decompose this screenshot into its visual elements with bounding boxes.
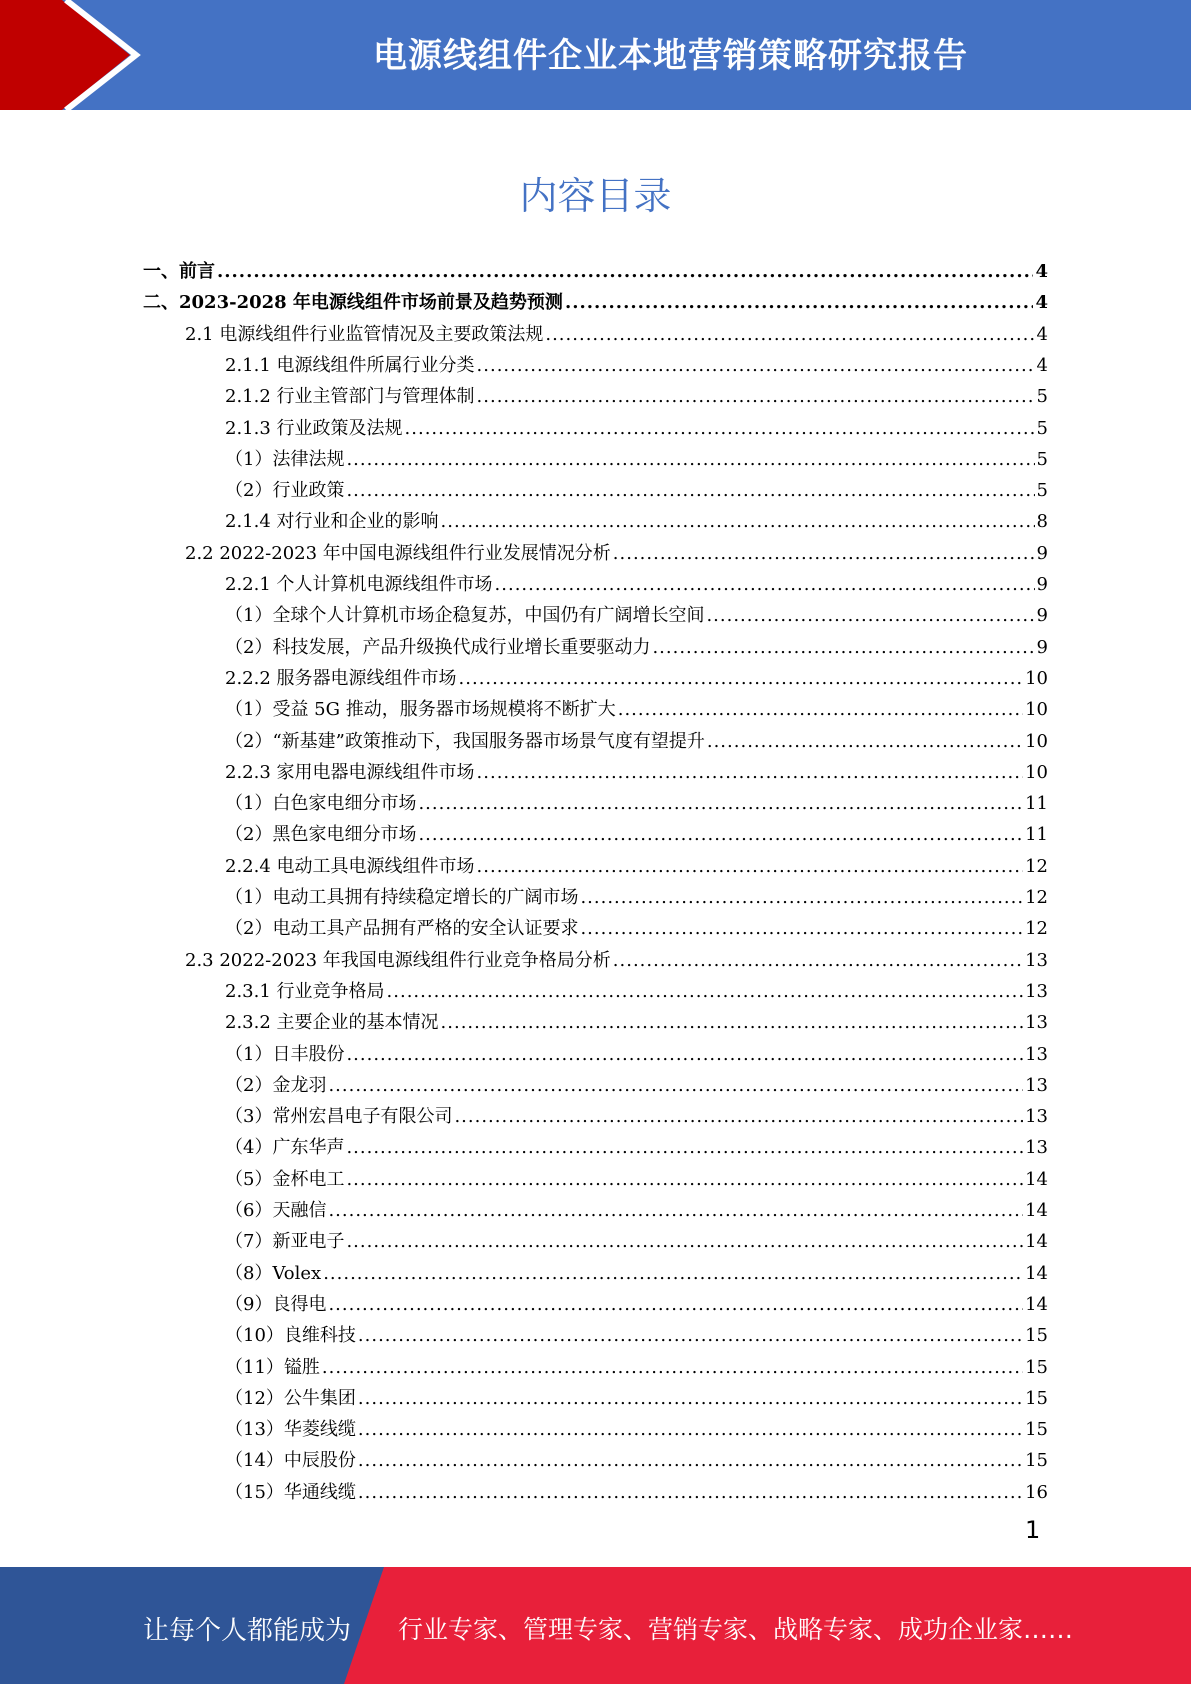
toc-entry[interactable]	[225, 1007, 1048, 1038]
toc-entry[interactable]	[225, 1352, 1048, 1383]
toc-entry[interactable]	[225, 663, 1048, 694]
toc-entry-page: 13	[1025, 1012, 1048, 1034]
toc-entry-label: 2.3.2 主要企业的基本情况	[225, 1012, 439, 1034]
toc-entry-page: 16	[1025, 1481, 1048, 1503]
toc-entry-page: 13	[1025, 1043, 1048, 1065]
toc-entry-label: （2）行业政策	[225, 480, 345, 502]
toc-dot-leader	[217, 256, 1033, 287]
header-banner	[0, 0, 1191, 110]
toc-entry[interactable]	[225, 413, 1048, 444]
toc-dot-leader	[565, 287, 1034, 318]
toc-dot-leader	[346, 1039, 1023, 1070]
toc-entry[interactable]	[225, 444, 1048, 475]
toc-entry-label: （1）法律法规	[225, 448, 345, 470]
toc-entry-page: 10	[1025, 699, 1048, 721]
toc-entry-page: 8	[1036, 511, 1048, 533]
toc-entry-label: （15）华通线缆	[225, 1481, 356, 1503]
toc-entry[interactable]	[225, 1445, 1048, 1476]
toc-dot-leader	[405, 413, 1035, 444]
toc-dot-leader	[495, 569, 1035, 600]
toc-heading: 内容目录	[519, 174, 672, 218]
toc-entry-label: 2.2.3 家用电器电源线组件市场	[225, 761, 475, 783]
toc-entry-page: 5	[1036, 480, 1048, 502]
toc-entry[interactable]	[225, 1101, 1048, 1132]
toc-dot-leader	[358, 1383, 1023, 1414]
toc-entry-page: 10	[1025, 667, 1048, 689]
toc-entry[interactable]	[225, 1070, 1048, 1101]
toc-entry-page: 14	[1025, 1293, 1048, 1315]
toc-entry[interactable]	[185, 945, 1048, 976]
toc-entry-page: 9	[1036, 542, 1048, 564]
toc-dot-leader	[418, 788, 1023, 819]
toc-dot-leader	[477, 350, 1035, 381]
toc-entry[interactable]	[225, 1320, 1048, 1351]
toc-dot-leader	[459, 663, 1024, 694]
toc-dot-leader	[323, 1258, 1023, 1289]
toc-entry-label: （9）良得电	[225, 1293, 327, 1315]
toc-dot-leader	[545, 319, 1034, 350]
toc-dot-leader	[441, 506, 1035, 537]
toc-entry-page: 4	[1036, 354, 1048, 376]
toc-entry-page: 4	[1035, 292, 1048, 314]
toc-entry-label: 2.3 2022-2023 年我国电源线组件行业竞争格局分析	[185, 949, 611, 971]
toc-entry-label: 2.1.2 行业主管部门与管理体制	[225, 386, 475, 408]
toc-entry-label: （2）科技发展，产品升级换代成行业增长重要驱动力	[225, 636, 651, 658]
toc-entry-page: 12	[1025, 855, 1048, 877]
toc-entry-page: 11	[1025, 793, 1048, 815]
toc-entry-page: 10	[1025, 761, 1048, 783]
toc-entry[interactable]	[225, 851, 1048, 882]
toc-entry-label: （8）Volex	[225, 1262, 322, 1284]
toc-dot-leader	[613, 945, 1023, 976]
toc-entry[interactable]	[225, 757, 1048, 788]
toc-entry[interactable]	[225, 632, 1048, 663]
toc-entry-page: 5	[1036, 386, 1048, 408]
toc-entry[interactable]	[225, 381, 1048, 412]
toc-entry-label: （6）天融信	[225, 1200, 327, 1221]
toc-entry-label: （2）金龙羽	[225, 1074, 327, 1096]
toc-entry-label: 一、前言	[143, 261, 215, 282]
toc-entry[interactable]	[225, 1414, 1048, 1445]
toc-dot-leader	[328, 1289, 1023, 1320]
toc-dot-leader	[477, 851, 1024, 882]
toc-entry[interactable]	[225, 1039, 1048, 1070]
toc-entry-page: 15	[1025, 1325, 1048, 1347]
toc-entry-page: 9	[1036, 605, 1048, 627]
toc-entry[interactable]	[225, 694, 1048, 725]
toc-dot-leader	[358, 1320, 1023, 1351]
toc-entry-label: （2）“新基建”政策推动下，我国服务器市场景气度有望提升	[225, 730, 705, 752]
toc-dot-leader	[346, 1164, 1023, 1195]
toc-entry-page: 13	[1025, 980, 1048, 1002]
toc-entry[interactable]	[185, 538, 1048, 569]
toc-dot-leader	[454, 1101, 1023, 1132]
toc-entry[interactable]	[225, 1383, 1048, 1414]
toc-entry[interactable]	[225, 1132, 1048, 1163]
toc-entry-page: 12	[1025, 918, 1048, 940]
toc-dot-leader	[652, 632, 1034, 663]
toc-entry[interactable]	[143, 256, 1048, 287]
toc-dot-leader	[328, 1195, 1023, 1226]
toc-entry-label: 2.2.1 个人计算机电源线组件市场	[225, 574, 493, 595]
toc-entry[interactable]	[225, 506, 1048, 537]
toc-entry-label: （4）广东华声	[225, 1137, 345, 1159]
toc-dot-leader	[477, 381, 1035, 412]
toc-entry-label: （1）日丰股份	[225, 1043, 345, 1065]
toc-dot-leader	[387, 976, 1024, 1007]
toc-entry-page: 5	[1036, 417, 1048, 439]
toc-entry[interactable]	[225, 1226, 1048, 1257]
footer-slogan-left: 让每个人都能成为	[143, 1616, 352, 1646]
toc-entry-page: 14	[1025, 1262, 1048, 1284]
toc-entry-label: （7）新亚电子	[225, 1231, 345, 1253]
page-number: 1	[1025, 1516, 1041, 1544]
toc-entry-label: 2.1.4 对行业和企业的影响	[225, 511, 439, 533]
toc-entry[interactable]	[225, 976, 1048, 1007]
toc-entry-page: 10	[1025, 730, 1048, 752]
toc-dot-leader	[358, 1414, 1023, 1445]
toc-entry-label: 2.1.1 电源线组件所属行业分类	[225, 354, 475, 376]
toc-entry-page: 15	[1025, 1356, 1048, 1378]
toc-dot-leader	[346, 1226, 1023, 1257]
toc-dot-leader	[358, 1477, 1023, 1508]
toc-entry-page: 12	[1025, 887, 1048, 908]
toc-entry-label: （11）镒胜	[225, 1356, 320, 1378]
toc-entry-page: 14	[1025, 1231, 1048, 1253]
toc-entry-label: （5）金杯电工	[225, 1168, 345, 1190]
toc-entry[interactable]	[185, 319, 1048, 350]
toc-entry[interactable]	[225, 1258, 1048, 1289]
toc-entry-label: （2）电动工具产品拥有严格的安全认证要求	[225, 918, 579, 940]
report-title: 电源线组件企业本地营销策略研究报告	[373, 36, 968, 76]
toc-entry-label: 2.1 电源线组件行业监管情况及主要政策法规	[185, 323, 544, 345]
toc-entry-page: 15	[1025, 1450, 1048, 1472]
toc-entry-page: 15	[1025, 1419, 1048, 1441]
toc-entry-page: 15	[1025, 1387, 1048, 1409]
toc-dot-leader	[707, 726, 1023, 757]
toc-entry-page: 14	[1025, 1200, 1048, 1221]
toc-entry-label: 2.2 2022-2023 年中国电源线组件行业发展情况分析	[185, 542, 611, 564]
toc-entry-label: （2）黑色家电细分市场	[225, 824, 417, 846]
toc-entry-page: 14	[1025, 1168, 1048, 1190]
toc-entry-page: 4	[1036, 323, 1048, 345]
toc-entry-label: （1）受益 5G 推动，服务器市场规模将不断扩大	[225, 699, 616, 721]
toc-entry-page: 13	[1025, 1137, 1048, 1159]
toc-dot-leader	[580, 882, 1023, 913]
toc-entry-label: 2.2.4 电动工具电源线组件市场	[225, 855, 475, 877]
toc-entry-label: 2.3.1 行业竞争格局	[225, 980, 385, 1002]
toc-entry[interactable]	[225, 1164, 1048, 1195]
toc-entry[interactable]	[225, 600, 1048, 631]
toc-dot-leader	[346, 1132, 1023, 1163]
toc-dot-leader	[346, 475, 1034, 506]
toc-entry-label: 2.1.3 行业政策及法规	[225, 417, 403, 439]
toc-entry[interactable]	[225, 726, 1048, 757]
toc-entry-page: 13	[1025, 949, 1048, 971]
toc-entry[interactable]	[225, 350, 1048, 381]
toc-entry[interactable]	[225, 475, 1048, 506]
toc-entry[interactable]	[225, 882, 1048, 913]
toc-dot-leader	[580, 913, 1023, 944]
toc-entry[interactable]	[225, 1195, 1048, 1226]
toc-entry-label: （14）中辰股份	[225, 1450, 356, 1472]
toc-entry-label: （3）常州宏昌电子有限公司	[225, 1106, 453, 1128]
footer-slogan-right: 行业专家、管理专家、营销专家、战略专家、成功企业家……	[398, 1615, 1074, 1644]
toc-entry-label: （10）良维科技	[225, 1325, 356, 1347]
toc-dot-leader	[613, 538, 1035, 569]
toc-entry-page: 13	[1025, 1074, 1048, 1096]
toc-entry-label: （13）华菱线缆	[225, 1419, 356, 1441]
toc-entry-label: 2.2.2 服务器电源线组件市场	[225, 667, 457, 689]
toc-dot-leader	[477, 757, 1024, 788]
toc-entry[interactable]	[225, 913, 1048, 944]
toc-dot-leader	[346, 444, 1034, 475]
toc-entry[interactable]	[225, 788, 1048, 819]
toc-dot-leader	[358, 1445, 1023, 1476]
toc-entry-page: 4	[1035, 261, 1048, 282]
toc-entry-label: （1）电动工具拥有持续稳定增长的广阔市场	[225, 887, 579, 908]
toc-entry[interactable]	[225, 1477, 1048, 1508]
toc-entry-page: 5	[1036, 448, 1048, 470]
toc-entry-label: （1）全球个人计算机市场企稳复苏，中国仍有广阔增长空间	[225, 605, 705, 627]
toc-dot-leader	[322, 1352, 1023, 1383]
toc-entry[interactable]	[225, 569, 1048, 600]
toc-dot-leader	[618, 694, 1023, 725]
toc-entry-page: 9	[1036, 636, 1048, 658]
toc-entry-page: 11	[1025, 824, 1048, 846]
toc-entry-label: （1）白色家电细分市场	[225, 793, 417, 815]
toc-dot-leader	[328, 1070, 1023, 1101]
toc-entry-page: 13	[1025, 1106, 1048, 1128]
toc-entry[interactable]	[225, 1289, 1048, 1320]
toc-dot-leader	[418, 819, 1023, 850]
toc-entry-label: （12）公牛集团	[225, 1387, 356, 1409]
footer-banner	[0, 1567, 1191, 1684]
toc-entry-page: 9	[1036, 574, 1048, 595]
toc-entry-label: 二、2023-2028 年电源线组件市场前景及趋势预测	[143, 292, 563, 314]
toc-entry[interactable]	[225, 819, 1048, 850]
toc-dot-leader	[706, 600, 1034, 631]
toc-dot-leader	[441, 1007, 1024, 1038]
toc-entry[interactable]	[143, 287, 1048, 318]
